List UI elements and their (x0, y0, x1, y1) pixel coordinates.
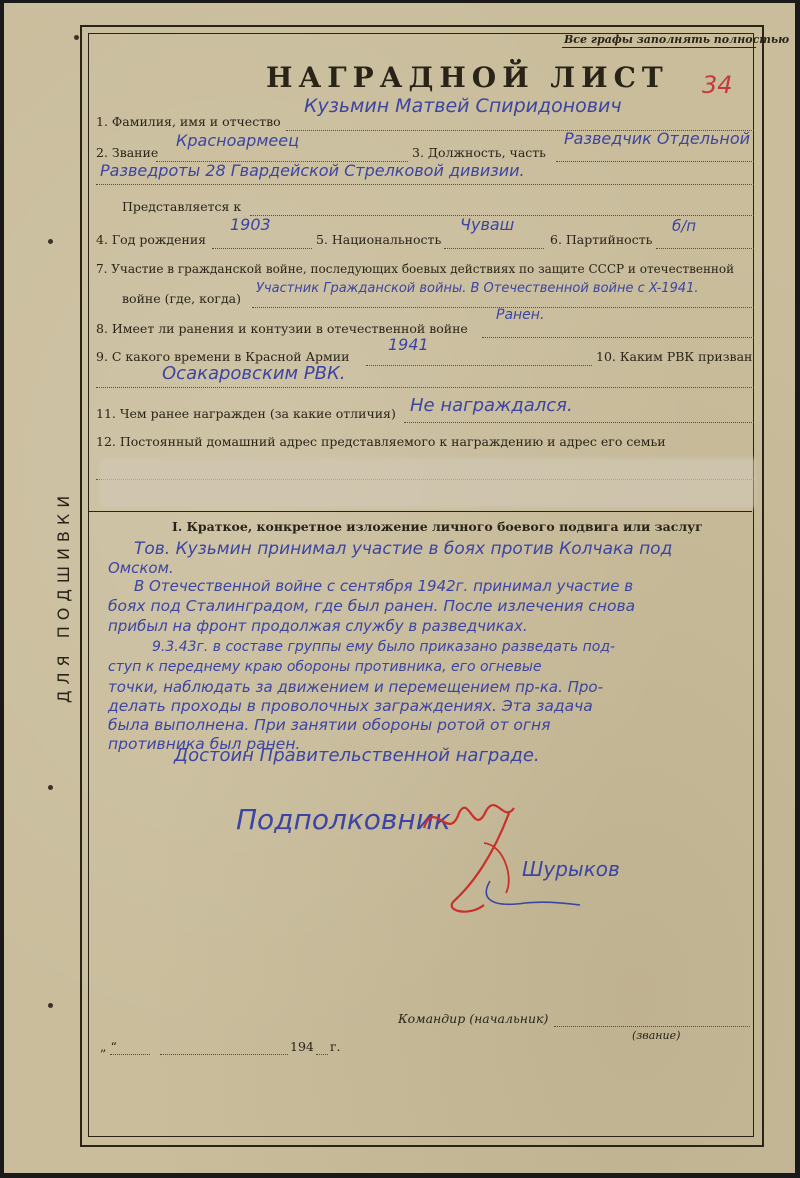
field-11-line (404, 422, 754, 423)
field-5-value: Чуваш (460, 215, 515, 234)
award-sheet (4, 3, 795, 1173)
field-4-label: 4. Год рождения (96, 232, 207, 247)
field-9-line (366, 365, 592, 366)
field-9-value: 1941 (388, 335, 429, 354)
field-8-label: 8. Имеет ли ранения и контузии в отечественной войне (96, 321, 468, 336)
field-6-label: 6. Партийность (550, 232, 653, 247)
date-suffix: г. (330, 1039, 341, 1054)
signature-rank: Подполковник (236, 803, 451, 836)
story-line: делать проходы в проволочных заграждениях. Эта задача (108, 697, 593, 715)
field-5-line (444, 248, 544, 249)
field-8-line (482, 337, 754, 338)
redacted-address (100, 458, 755, 508)
presented-label: Представляется к (122, 199, 242, 214)
story-line: В Отечественной войне с сентября 1942г. принимал участие в (134, 577, 634, 595)
rank-label: (звание) (632, 1029, 681, 1042)
date-quotes: „ “ (100, 1039, 117, 1054)
field-3-label: 3. Должность, часть (412, 145, 546, 160)
field-4-line (212, 248, 312, 249)
field-7-label-b: войне (где, когда) (122, 291, 241, 306)
story-line: Тов. Кузьмин принимал участие в боях против Колчака под (134, 539, 673, 559)
section-title: I. Краткое, конкретное изложение личного боевого подвига или заслуг (172, 519, 703, 534)
date-year-line (316, 1054, 328, 1055)
field-2-label: 2. Звание (96, 145, 159, 160)
field-5-label: 5. Национальность (316, 232, 442, 247)
field-11-value: Не награждался. (410, 395, 573, 416)
field-11-label: 11. Чем ранее награжден (за какие отличия) (96, 406, 396, 421)
field-1-value: Кузьмин Матвей Спиридонович (304, 95, 622, 117)
field-4-value: 1903 (230, 215, 271, 234)
story-line: точки, наблюдать за движением и перемещением пр-ка. Про- (108, 678, 603, 696)
field-12-label: 12. Постоянный домашний адрес представляемого к награждению и адрес его семьи (96, 434, 666, 449)
story-line: Омском. (108, 559, 174, 577)
story-line: ступ к переднему краю обороны противника, его огневые (108, 659, 542, 675)
story-line: боях под Сталинградом, где был ранен. После излечения снова (108, 597, 636, 615)
signature-underline (470, 873, 590, 913)
side-label: ДЛЯ ПОДШИВКИ (54, 489, 73, 703)
commander-line (554, 1026, 750, 1027)
field-9-label: 9. С какого времени в Красной Армии (96, 349, 350, 364)
field-1-label: 1. Фамилия, имя и отчество (96, 114, 281, 129)
date-month-line (160, 1054, 288, 1055)
field-10-value: Осакаровским РВК. (162, 363, 346, 384)
commander-label: Командир (начальник) (398, 1011, 549, 1026)
field-8-value: Ранен. (496, 307, 545, 323)
story-line: 9.3.43г. в составе группы ему было приказано разведать под- (152, 639, 616, 655)
date-year: 194 (290, 1039, 314, 1054)
binding-hole (48, 785, 53, 790)
field-6-line (656, 248, 754, 249)
page-number: 34 (702, 71, 733, 99)
story-line: противника был ранен. (108, 735, 301, 753)
field-2-value: Красноармеец (176, 131, 299, 150)
story-line: была выполнена. При занятии обороны ротой от огня (108, 716, 551, 734)
field-3-line-cont (96, 184, 754, 185)
binding-hole (74, 35, 79, 40)
field-7-value: Участник Гражданской войны. В Отечественной войне с X-1941. (256, 281, 699, 296)
field-3-value: Разведчик Отдельной (564, 129, 751, 148)
signature-name: Шурыков (522, 857, 620, 881)
story-line: прибыл на фронт продолжая службу в разведчиках. (108, 617, 528, 635)
top-note: Все графы заполнять полностью (564, 33, 790, 46)
top-note-underline (562, 47, 756, 48)
field-10-line (96, 387, 754, 388)
page-title: НАГРАДНОЙ ЛИСТ (266, 61, 669, 94)
field-10-label: 10. Каким РВК призван (596, 349, 753, 364)
binding-hole (48, 1003, 53, 1008)
field-3-value-cont: Разведроты 28 Гвардейской Стрелковой дивизии. (100, 161, 525, 180)
section-divider (88, 511, 752, 512)
story-line: Достоин Правительственной награде. (174, 745, 540, 766)
field-6-value: б/п (672, 217, 697, 235)
field-7-label-a: 7. Участие в гражданской войне, последующих боевых действиях по защите СССР и отечественной (96, 262, 735, 276)
field-3-line (556, 161, 754, 162)
date-day-line (110, 1054, 150, 1055)
binding-hole (48, 239, 53, 244)
